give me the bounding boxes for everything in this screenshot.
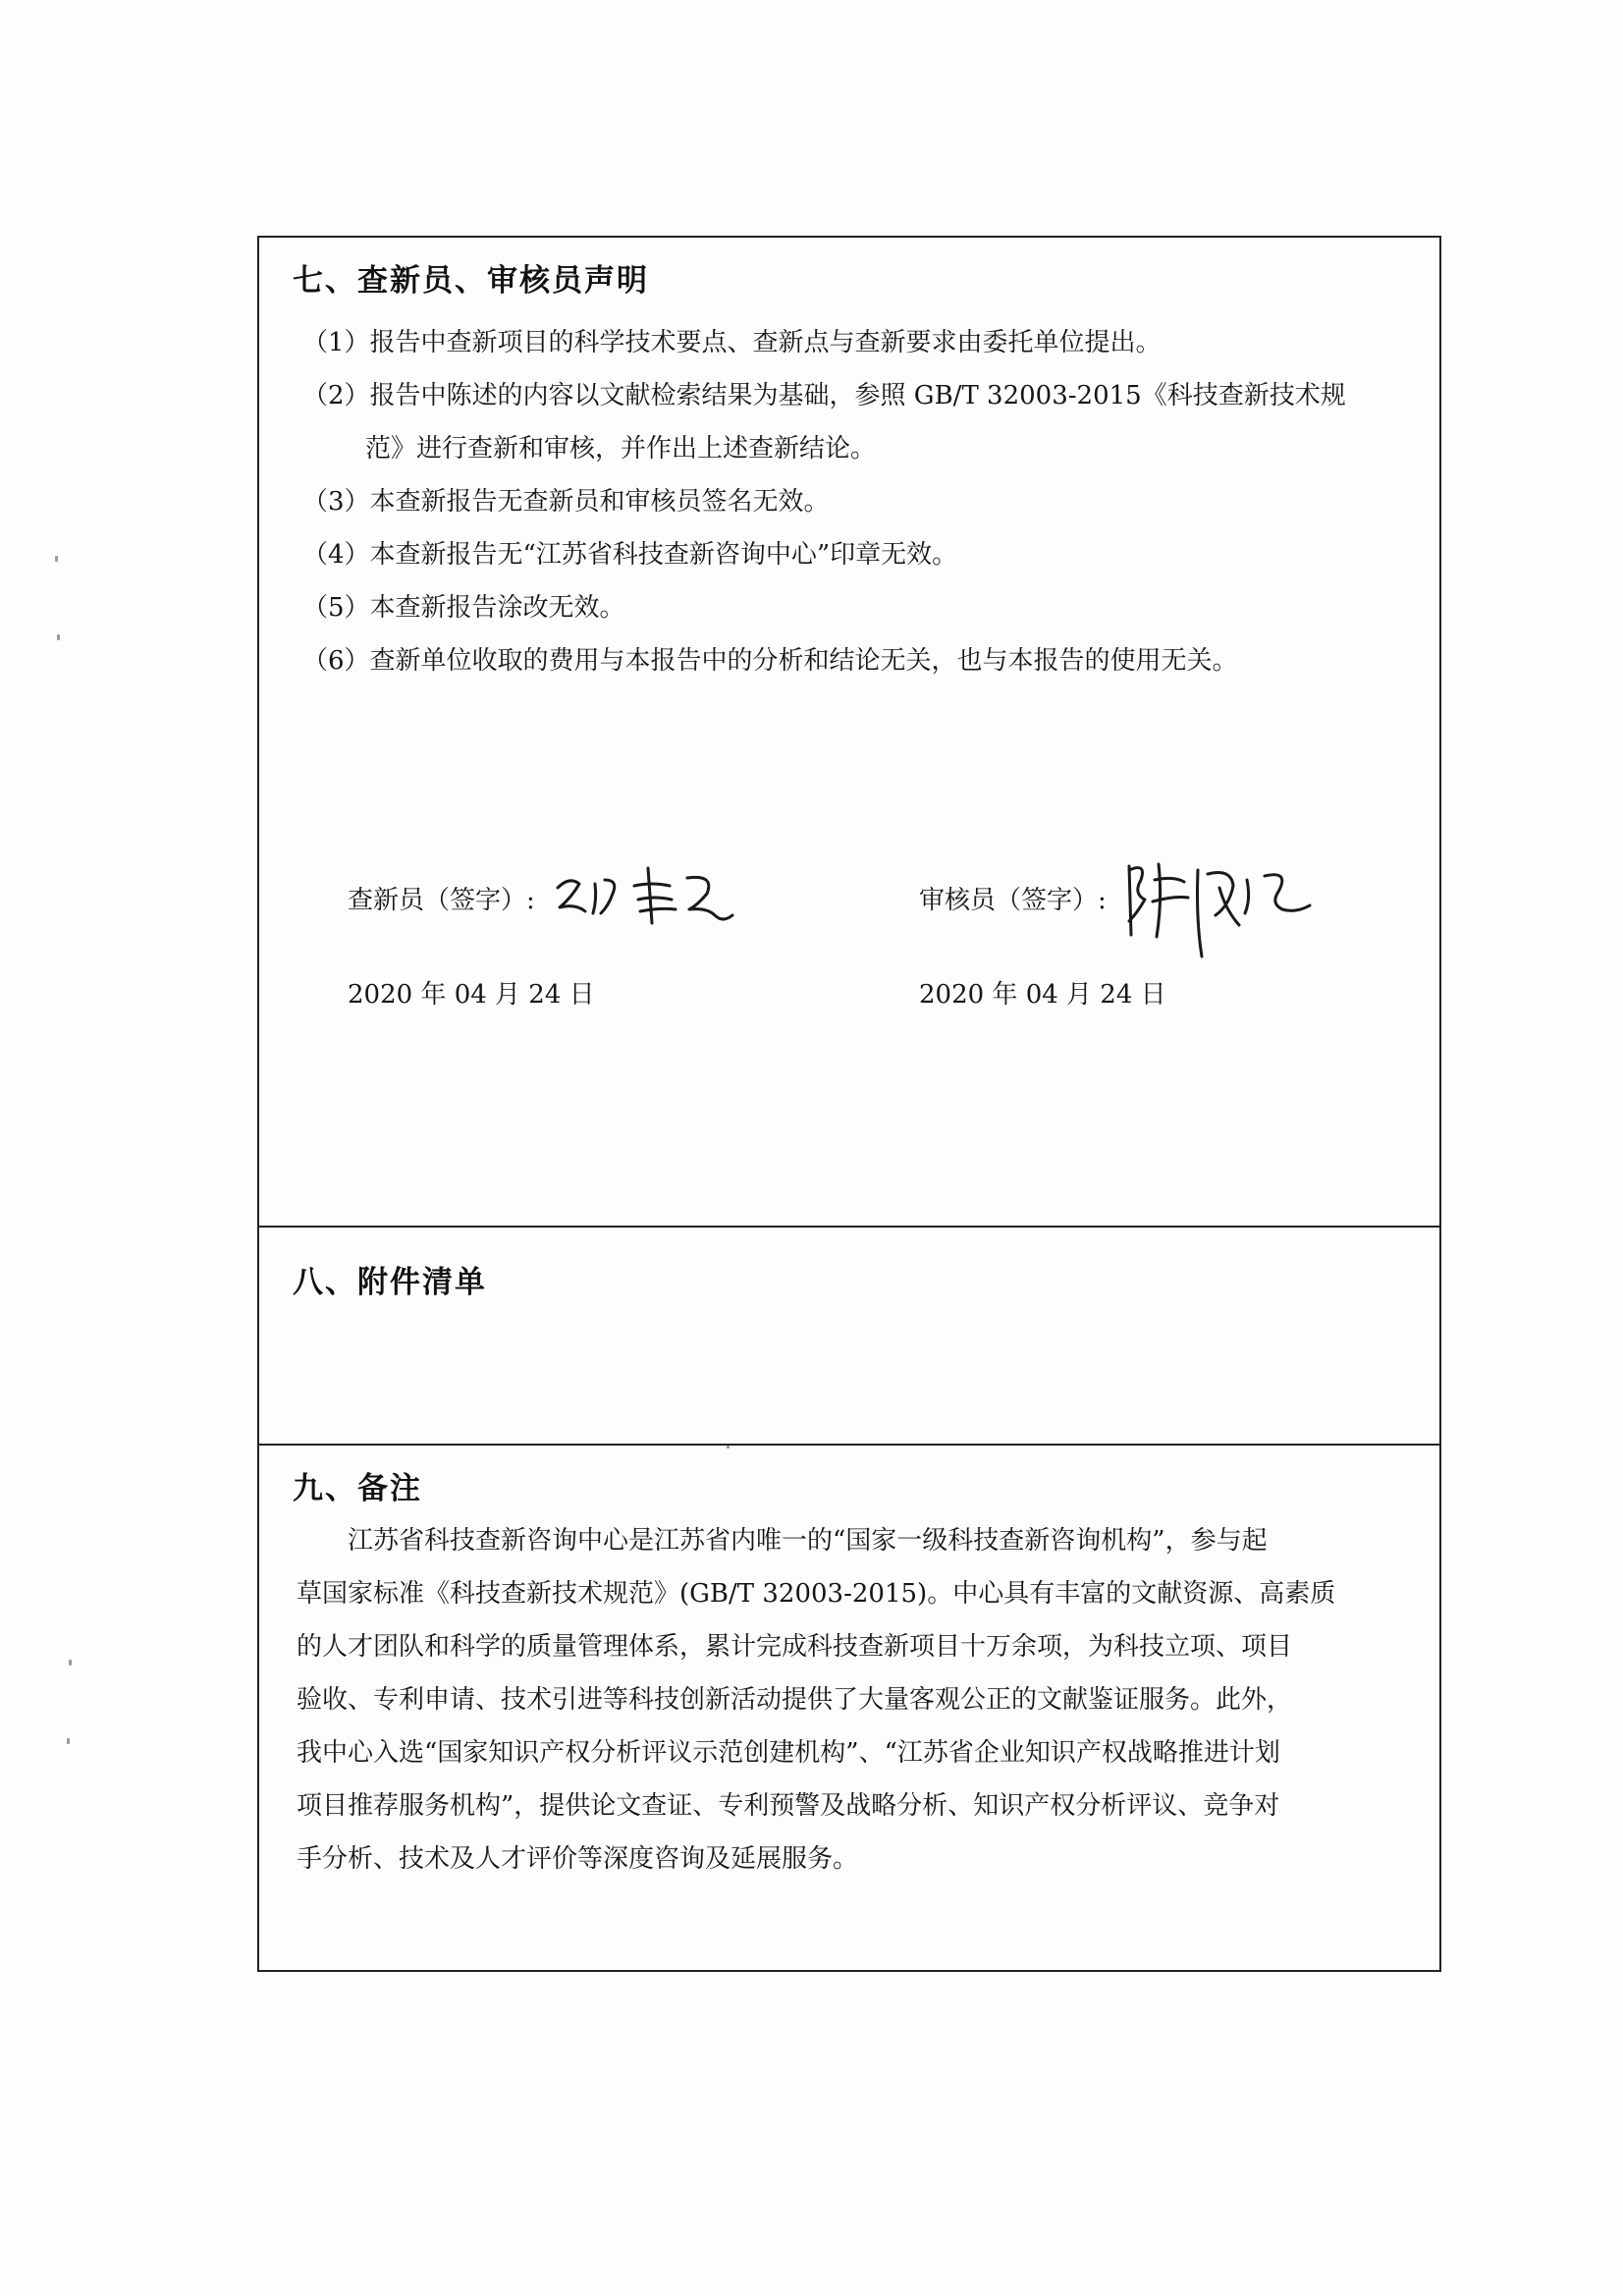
reviewer-date: 2020 年 04 月 24 日 xyxy=(919,980,1166,1010)
remarks-paragraph xyxy=(297,1514,1396,1886)
scan-speck xyxy=(69,1660,72,1666)
remarks-line: 手分析、技术及人才评价等深度咨询及延展服务。 xyxy=(297,1844,859,1874)
statement-text: （3）本查新报告无查新员和审核员签名无效。 xyxy=(302,487,830,517)
statement-2 xyxy=(302,369,1412,475)
report-table xyxy=(257,236,1441,1972)
statement-text: （2）报告中陈述的内容以文献检索结果为基础，参照 GB/T 32003-2015《科技查新技术规 xyxy=(302,381,1346,410)
statement-3 xyxy=(302,475,1412,528)
remarks-line: 验收、专利申请、技术引进等科技创新活动提供了大量客观公正的文献鉴证服务。此外， xyxy=(297,1685,1293,1715)
statement-text: （6）查新单位收取的费用与本报告中的分析和结论无关，也与本报告的使用无关。 xyxy=(302,646,1238,676)
searcher-handwritten-signature xyxy=(550,850,785,939)
section-heading-remarks: 九、备注 xyxy=(293,1471,422,1506)
statement-4 xyxy=(302,528,1412,581)
remarks-line: 我中心入选“国家知识产权分析评议示范创建机构”、“江苏省企业知识产权战略推进计划 xyxy=(297,1738,1280,1768)
remarks-section xyxy=(259,1446,1439,1970)
scan-speck xyxy=(55,556,58,562)
statement-text: （1）报告中查新项目的科学技术要点、查新点与查新要求由委托单位提出。 xyxy=(302,328,1162,357)
remarks-line: 项目推荐服务机构”，提供论文查证、专利预警及战略分析、知识产权分析评议、竞争对 xyxy=(297,1791,1280,1821)
statement-1 xyxy=(302,316,1412,369)
searcher-date: 2020 年 04 月 24 日 xyxy=(348,980,595,1010)
attachments-section xyxy=(259,1228,1439,1446)
section-heading-declaration: 七、查新员、审核员声明 xyxy=(293,263,649,299)
statement-6 xyxy=(302,634,1412,687)
remarks-line: 的人才团队和科学的质量管理体系，累计完成科技查新项目十万余项，为科技立项、项目 xyxy=(297,1632,1293,1662)
remarks-line: 江苏省科技查新咨询中心是江苏省内唯一的“国家一级科技查新咨询机构”，参与起 xyxy=(348,1526,1268,1556)
declaration-section xyxy=(259,238,1439,1228)
reviewer-handwritten-signature xyxy=(1123,841,1339,968)
scan-speck xyxy=(67,1738,70,1744)
statement-text: （5）本查新报告涂改无效。 xyxy=(302,593,625,623)
statement-5 xyxy=(302,581,1412,634)
statement-text: （4）本查新报告无“江苏省科技查新咨询中心”印章无效。 xyxy=(302,540,958,570)
searcher-label: 查新员（签字）: xyxy=(348,886,535,915)
scan-speck xyxy=(57,634,60,640)
section-heading-attachments: 八、附件清单 xyxy=(293,1265,487,1300)
statement-text-continued: 范》进行查新和审核，并作出上述查新结论。 xyxy=(365,434,877,464)
reviewer-label: 审核员（签字）: xyxy=(919,886,1107,915)
remarks-line: 草国家标准《科技查新技术规范》(GB/T 32003-2015)。中心具有丰富的文献资源、高素质 xyxy=(297,1579,1336,1609)
